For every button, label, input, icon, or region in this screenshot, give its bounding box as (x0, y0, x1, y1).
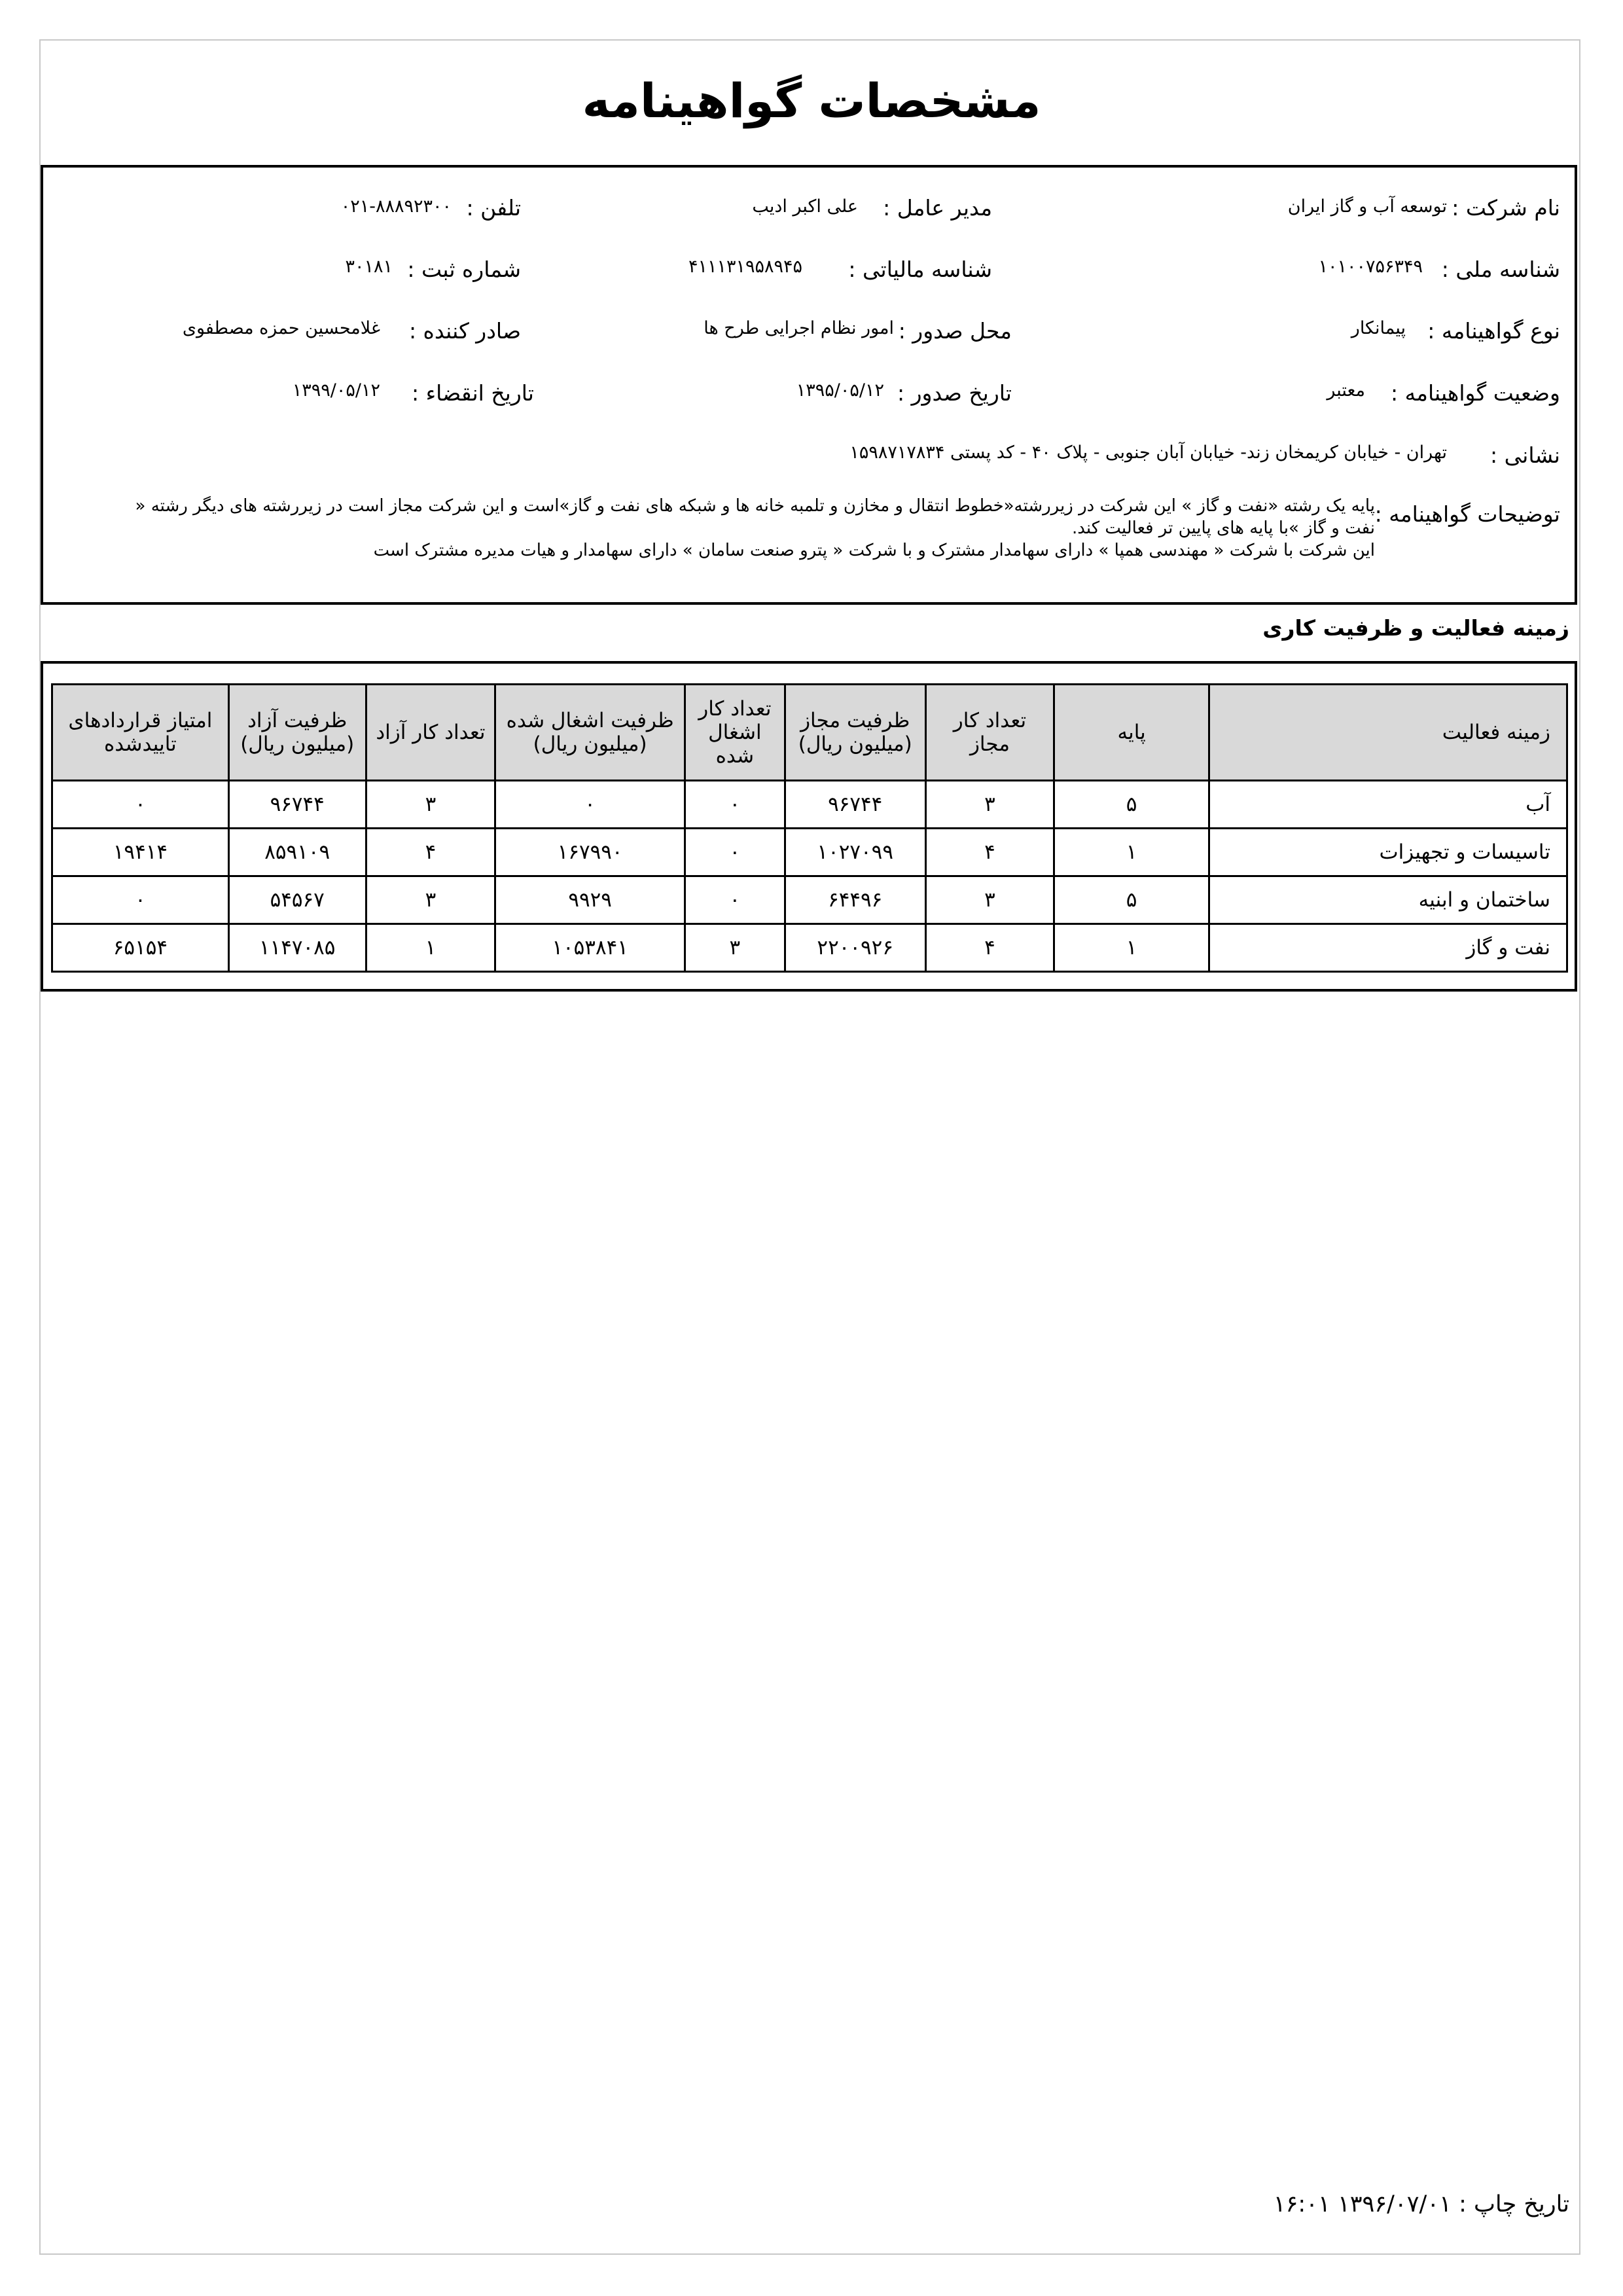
cell-free-capacity: ۸۵۹۱۰۹ (228, 829, 366, 876)
description-label: توضیحات گواهینامه : (1374, 501, 1560, 527)
cell-allowed-capacity: ۱۰۲۷۰۹۹ (785, 829, 925, 876)
table-row (52, 876, 1567, 924)
cell-allowed-capacity: ۹۶۷۴۴ (785, 781, 925, 829)
phone-label: تلفن : (466, 195, 521, 221)
header-allowed-capacity: ظرفیت مجاز (میلیون ریال) (785, 685, 925, 781)
ceo-label: مدیر عامل : (883, 195, 992, 221)
issue-date-value: ۱۳۹۵/۰۵/۱۲ (796, 380, 884, 401)
cell-free-work-count: ۱ (366, 924, 495, 972)
cell-grade: ۱ (1054, 924, 1209, 972)
national-id-label: شناسه ملی : (1441, 257, 1560, 282)
cell-allowed-capacity: ۶۴۴۹۶ (785, 876, 925, 924)
cell-grade: ۱ (1054, 829, 1209, 876)
address-label: نشانی : (1490, 442, 1560, 468)
ceo-value: علی اکبر ادیب (752, 196, 858, 217)
national-id-value: ۱۰۱۰۰۷۵۶۳۴۹ (1318, 257, 1423, 277)
header-occupied-capacity: ظرفیت اشغال شده (میلیون ریال) (495, 685, 685, 781)
registration-no-value: ۳۰۱۸۱ (345, 257, 393, 277)
table-row (52, 829, 1567, 876)
cell-activity-field: ساختمان و ابنیه (1209, 876, 1567, 924)
cell-free-capacity: ۱۱۴۷۰۸۵ (228, 924, 366, 972)
issue-date-label: تاریخ صدور : (897, 380, 1012, 406)
cell-occupied-work-count: ۰ (685, 876, 785, 924)
cell-approved-contract-score: ۶۵۱۵۴ (52, 924, 229, 972)
table-row (52, 781, 1567, 829)
header-allowed-work-count: تعداد کار مجاز (925, 685, 1054, 781)
description-line-3: این شرکت با شرکت « مهندسی همپا » دارای سهامدار مشترک و با شرکت « پترو صنعت سامان » دارای سهامدار و هیات مدیره مشترک است (373, 541, 1375, 560)
cell-free-work-count: ۴ (366, 829, 495, 876)
phone-value: ۰۲۱-۸۸۸۹۲۳۰۰ (340, 196, 452, 217)
cert-status-label: وضعیت گواهینامه : (1390, 380, 1560, 406)
cell-free-work-count: ۳ (366, 876, 495, 924)
expiry-date-label: تاریخ انقضاء : (412, 380, 534, 406)
cell-occupied-capacity: ۹۹۲۹ (495, 876, 685, 924)
registration-no-label: شماره ثبت : (407, 257, 521, 282)
header-occupied-work-count: تعداد کار اشغال شده (685, 685, 785, 781)
cell-free-capacity: ۵۴۵۶۷ (228, 876, 366, 924)
cert-status-value: معتبر (1327, 380, 1365, 401)
cell-allowed-capacity: ۲۲۰۰۹۲۶ (785, 924, 925, 972)
table-header-row (52, 685, 1567, 781)
address-value: تهران - خیابان کریمخان زند- خیابان آبان جنوبی - پلاک ۴۰ - کد پستی ۱۵۹۸۷۱۷۸۳۴ (849, 442, 1447, 463)
print-date (1274, 2191, 1569, 2217)
activity-table-box (41, 661, 1577, 992)
header-activity-field: زمینه فعالیت (1209, 685, 1567, 781)
activity-table (51, 683, 1568, 973)
print-date-value: ۱۳۹۶/۰۷/۰۱ ۱۶:۰۱ (1273, 2191, 1452, 2217)
cell-grade: ۵ (1054, 876, 1209, 924)
header-free-capacity: ظرفیت آزاد (میلیون ریال) (228, 685, 366, 781)
cell-occupied-capacity: ۱۰۵۳۸۴۱ (495, 924, 685, 972)
header-approved-contract-score: امتیاز قراردادهای تاییدشده (52, 685, 229, 781)
page-title: مشخصات گواهینامه (582, 73, 1041, 128)
cell-grade: ۵ (1054, 781, 1209, 829)
cell-activity-field: نفت و گاز (1209, 924, 1567, 972)
section-title: زمینه فعالیت و ظرفیت کاری (1262, 615, 1569, 641)
description-line-2: نفت و گاز »با پایه های پایین تر فعالیت کند. (1071, 518, 1375, 538)
tax-id-label: شناسه مالیاتی : (848, 257, 992, 282)
expiry-date-value: ۱۳۹۹/۰۵/۱۲ (292, 380, 380, 401)
company-name-value: توسعه آب و گاز ایران (1287, 196, 1447, 217)
header-grade: پایه (1054, 685, 1209, 781)
cell-approved-contract-score: ۰ (52, 781, 229, 829)
cell-allowed-work-count: ۳ (925, 781, 1054, 829)
cell-allowed-work-count: ۴ (925, 829, 1054, 876)
issuer-value: غلامحسین حمزه مصطفوی (182, 318, 380, 338)
cell-allowed-work-count: ۴ (925, 924, 1054, 972)
issue-place-value: امور نظام اجرایی طرح ها (704, 318, 894, 338)
print-date-label: تاریخ چاپ : (1459, 2191, 1569, 2217)
table-row (52, 924, 1567, 972)
cell-free-capacity: ۹۶۷۴۴ (228, 781, 366, 829)
issuer-label: صادر کننده : (408, 318, 521, 344)
cell-approved-contract-score: ۱۹۴۱۴ (52, 829, 229, 876)
cell-allowed-work-count: ۳ (925, 876, 1054, 924)
cell-occupied-work-count: ۰ (685, 781, 785, 829)
cert-type-label: نوع گواهینامه : (1427, 318, 1560, 344)
cell-free-work-count: ۳ (366, 781, 495, 829)
cell-occupied-capacity: ۰ (495, 781, 685, 829)
cert-type-value: پیمانکار (1351, 318, 1406, 338)
description-line-1: پایه یک رشته «نفت و گاز » این شرکت در زیررشته«خطوط انتقال و مخازن و تلمبه خانه ها و شبکه های نفت و گاز»است و این شرکت مجاز است در زیررشته های دیگر رشته « (135, 496, 1375, 516)
cell-approved-contract-score: ۰ (52, 876, 229, 924)
cell-occupied-capacity: ۱۶۷۹۹۰ (495, 829, 685, 876)
cell-occupied-work-count: ۳ (685, 924, 785, 972)
tax-id-value: ۴۱۱۱۳۱۹۵۸۹۴۵ (688, 257, 802, 277)
company-name-label: نام شرکت : (1452, 195, 1560, 221)
header-free-work-count: تعداد کار آزاد (366, 685, 495, 781)
cell-occupied-work-count: ۰ (685, 829, 785, 876)
issue-place-label: محل صدور : (898, 318, 1012, 344)
certificate-info-box (41, 165, 1577, 605)
cell-activity-field: آب (1209, 781, 1567, 829)
cell-activity-field: تاسیسات و تجهیزات (1209, 829, 1567, 876)
